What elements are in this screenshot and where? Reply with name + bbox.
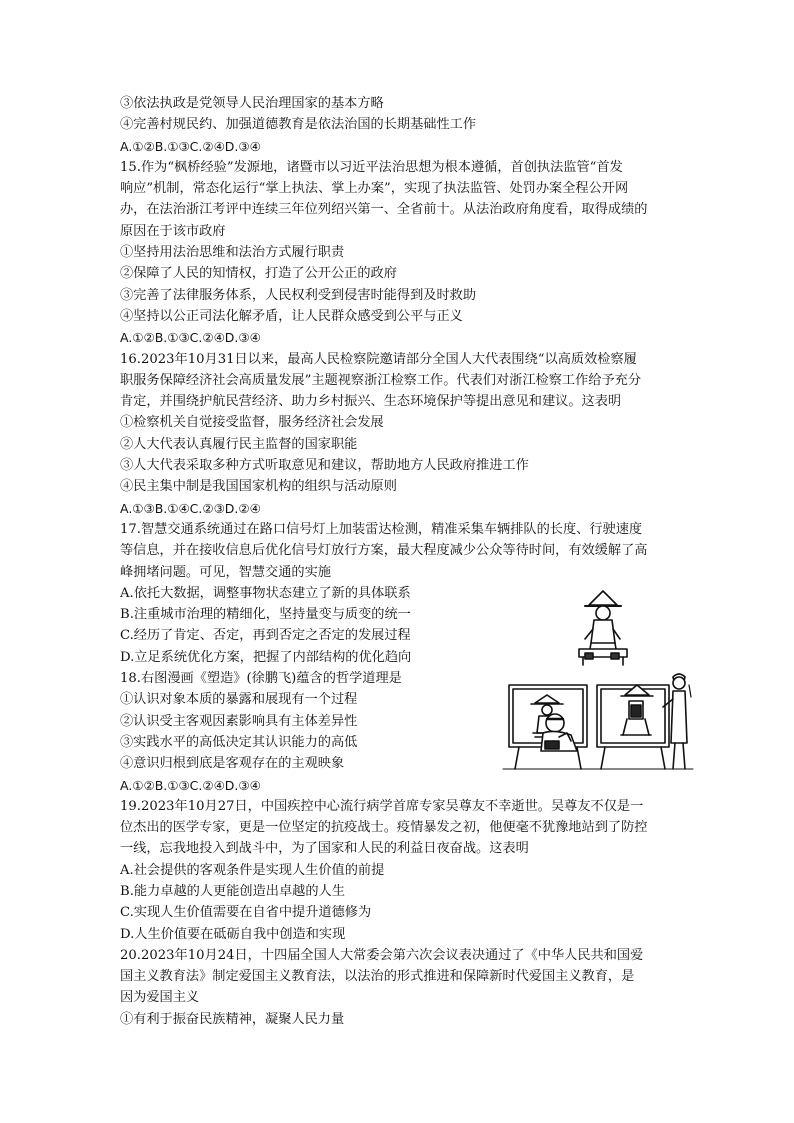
q15-option-4: ④坚持以公正司法化解矛盾，让人民群众感受到公平与正义: [120, 308, 463, 324]
q17-option-a: A.依托大数据，调整事物状态建立了新的具体联系: [120, 585, 411, 601]
q17-option-c: C.经历了肯定、否定，再到否定之否定的发展过程: [120, 628, 411, 644]
q19-option-d: D.人生价值要在砥砺自我中创造和实现: [120, 926, 346, 942]
q14-option-3: ③依法执政是党领导人民治理国家的基本方略: [120, 96, 384, 111]
q16-option-1: ①检察机关自觉接受监督，服务经济社会发展: [120, 415, 384, 431]
q16-option-2: ②人大代表认真履行民主监督的国家职能: [120, 436, 358, 452]
q19-stem-line-1: 19.2023年10月27日，中国疾控中心流行病学首席专家吴尊友不幸逝世。吴尊友不仅是一: [120, 798, 644, 814]
q17-option-b: B.注重城市治理的精细化，坚持量变与质变的统一: [120, 607, 411, 623]
q16-option-4: ④民主集中制是我国国家机构的组织与活动原则: [120, 479, 397, 495]
q18-option-4: ④意识归根到底是客观存在的主观映象: [120, 756, 345, 772]
q14-option-4: ④完善村规民约、加强道德教育是依法治国的长期基础性工作: [120, 117, 477, 133]
question-text-column: [120, 93, 680, 1030]
q17-stem-line-1: 17.智慧交通系统通过在路口信号灯上加装雷达检测，精准采集车辆排队的长度、行驶速度: [120, 521, 643, 537]
q15-stem-line-4: 原因在于该市政府: [120, 223, 226, 239]
q18-stem: 18.右图漫画《塑造》(徐鹏飞)蕴含的哲学道理是: [120, 671, 402, 687]
q14-answer-choices: A.①②B.①③C.②④D.③④: [120, 138, 261, 154]
q18-option-3: ③实践水平的高低决定其认识能力的高低: [120, 734, 358, 750]
q20-option-1: ①有利于振奋民族精神，凝聚人民力量: [120, 1011, 345, 1027]
q15-stem-line-1: 15.作为“枫桥经验”发源地，诸暨市以习近平法治思想为根本遵循，首创执法监管“首发: [120, 159, 623, 175]
q17-stem-line-3: 峰拥堵问题。可见，智慧交通的实施: [120, 564, 331, 580]
q15-option-3: ③完善了法律服务体系，人民权利受到侵害时能得到及时救助: [120, 287, 477, 303]
q16-stem-line-2: 职服务保障经济社会高质量发展”主题视察浙江检察工作。代表们对浙江检察工作给予充分: [120, 372, 642, 388]
q15-option-1: ①坚持用法治思维和法治方式履行职责: [120, 245, 345, 261]
cartoon-drawing: [497, 573, 697, 773]
q19-option-c: C.实现人生价值需要在自省中提升道德修为: [120, 905, 372, 921]
q20-stem-line-2: 国主义教育法》制定爱国主义教育法，以法治的形式推进和保障新时代爱国主义教育，是: [120, 969, 635, 985]
q16-stem-line-3: 肯定，并围绕护航民营经济、助力乡村振兴、生态环境保护等提出意见和建议。这表明: [120, 394, 622, 410]
q18-answer-choices: A.①②B.①③C.②④D.③④: [120, 777, 261, 793]
q17-stem-line-2: 等信息，并在接收信息后优化信号灯放行方案，最大程度减少公众等待时间，有效缓解了高: [120, 543, 648, 559]
q15-stem-line-3: 办，在法治浙江考评中连续三年位列绍兴第一、全省前十。从法治政府角度看，取得成绩的: [120, 202, 648, 218]
q15-stem-line-2: 响应”机制，常态化运行“掌上执法、掌上办案”，实现了执法监管、处罚办案全程公开网: [120, 181, 629, 197]
cartoon-sculpting-illustration: [497, 573, 697, 773]
q19-stem-line-3: 一线，忘我地投入到战斗中，为了国家和人民的利益日夜奋战。这表明: [120, 841, 529, 857]
q16-stem-line-1: 16.2023年10月31日以来，最高人民检察院邀请部分全国人大代表围绕“以高质效检察履: [120, 351, 637, 367]
q20-stem-line-3: 因为爱国主义: [120, 990, 200, 1006]
q19-option-a: A.社会提供的客观条件是实现人生价值的前提: [120, 862, 385, 878]
q17-option-d: D.立足系统优化方案，把握了内部结构的优化趋向: [120, 649, 412, 665]
q15-option-2: ②保障了人民的知情权，打造了公开公正的政府: [120, 266, 397, 282]
q16-answer-choices: A.①③B.①④C.②③D.②④: [120, 500, 261, 516]
q18-option-1: ①认识对象本质的暴露和展现有一个过程: [120, 692, 358, 708]
q19-option-b: B.能力卓越的人更能创造出卓越的人生: [120, 883, 345, 899]
q18-option-2: ②认识受主客观因素影响具有主体差异性: [120, 713, 358, 729]
q15-answer-choices: A.①②B.①③C.②④D.③④: [120, 330, 261, 346]
q19-stem-line-2: 位杰出的医学专家，更是一位坚定的抗疫战士。疫情暴发之初，他便毫不犹豫地站到了防控: [120, 820, 648, 836]
q20-stem-line-1: 20.2023年10月24日，十四届全国人大常委会第六次会议表决通过了《中华人民共和国爱: [120, 947, 644, 963]
q16-option-3: ③人大代表采取多种方式听取意见和建议，帮助地方人民政府推进工作: [120, 458, 529, 474]
